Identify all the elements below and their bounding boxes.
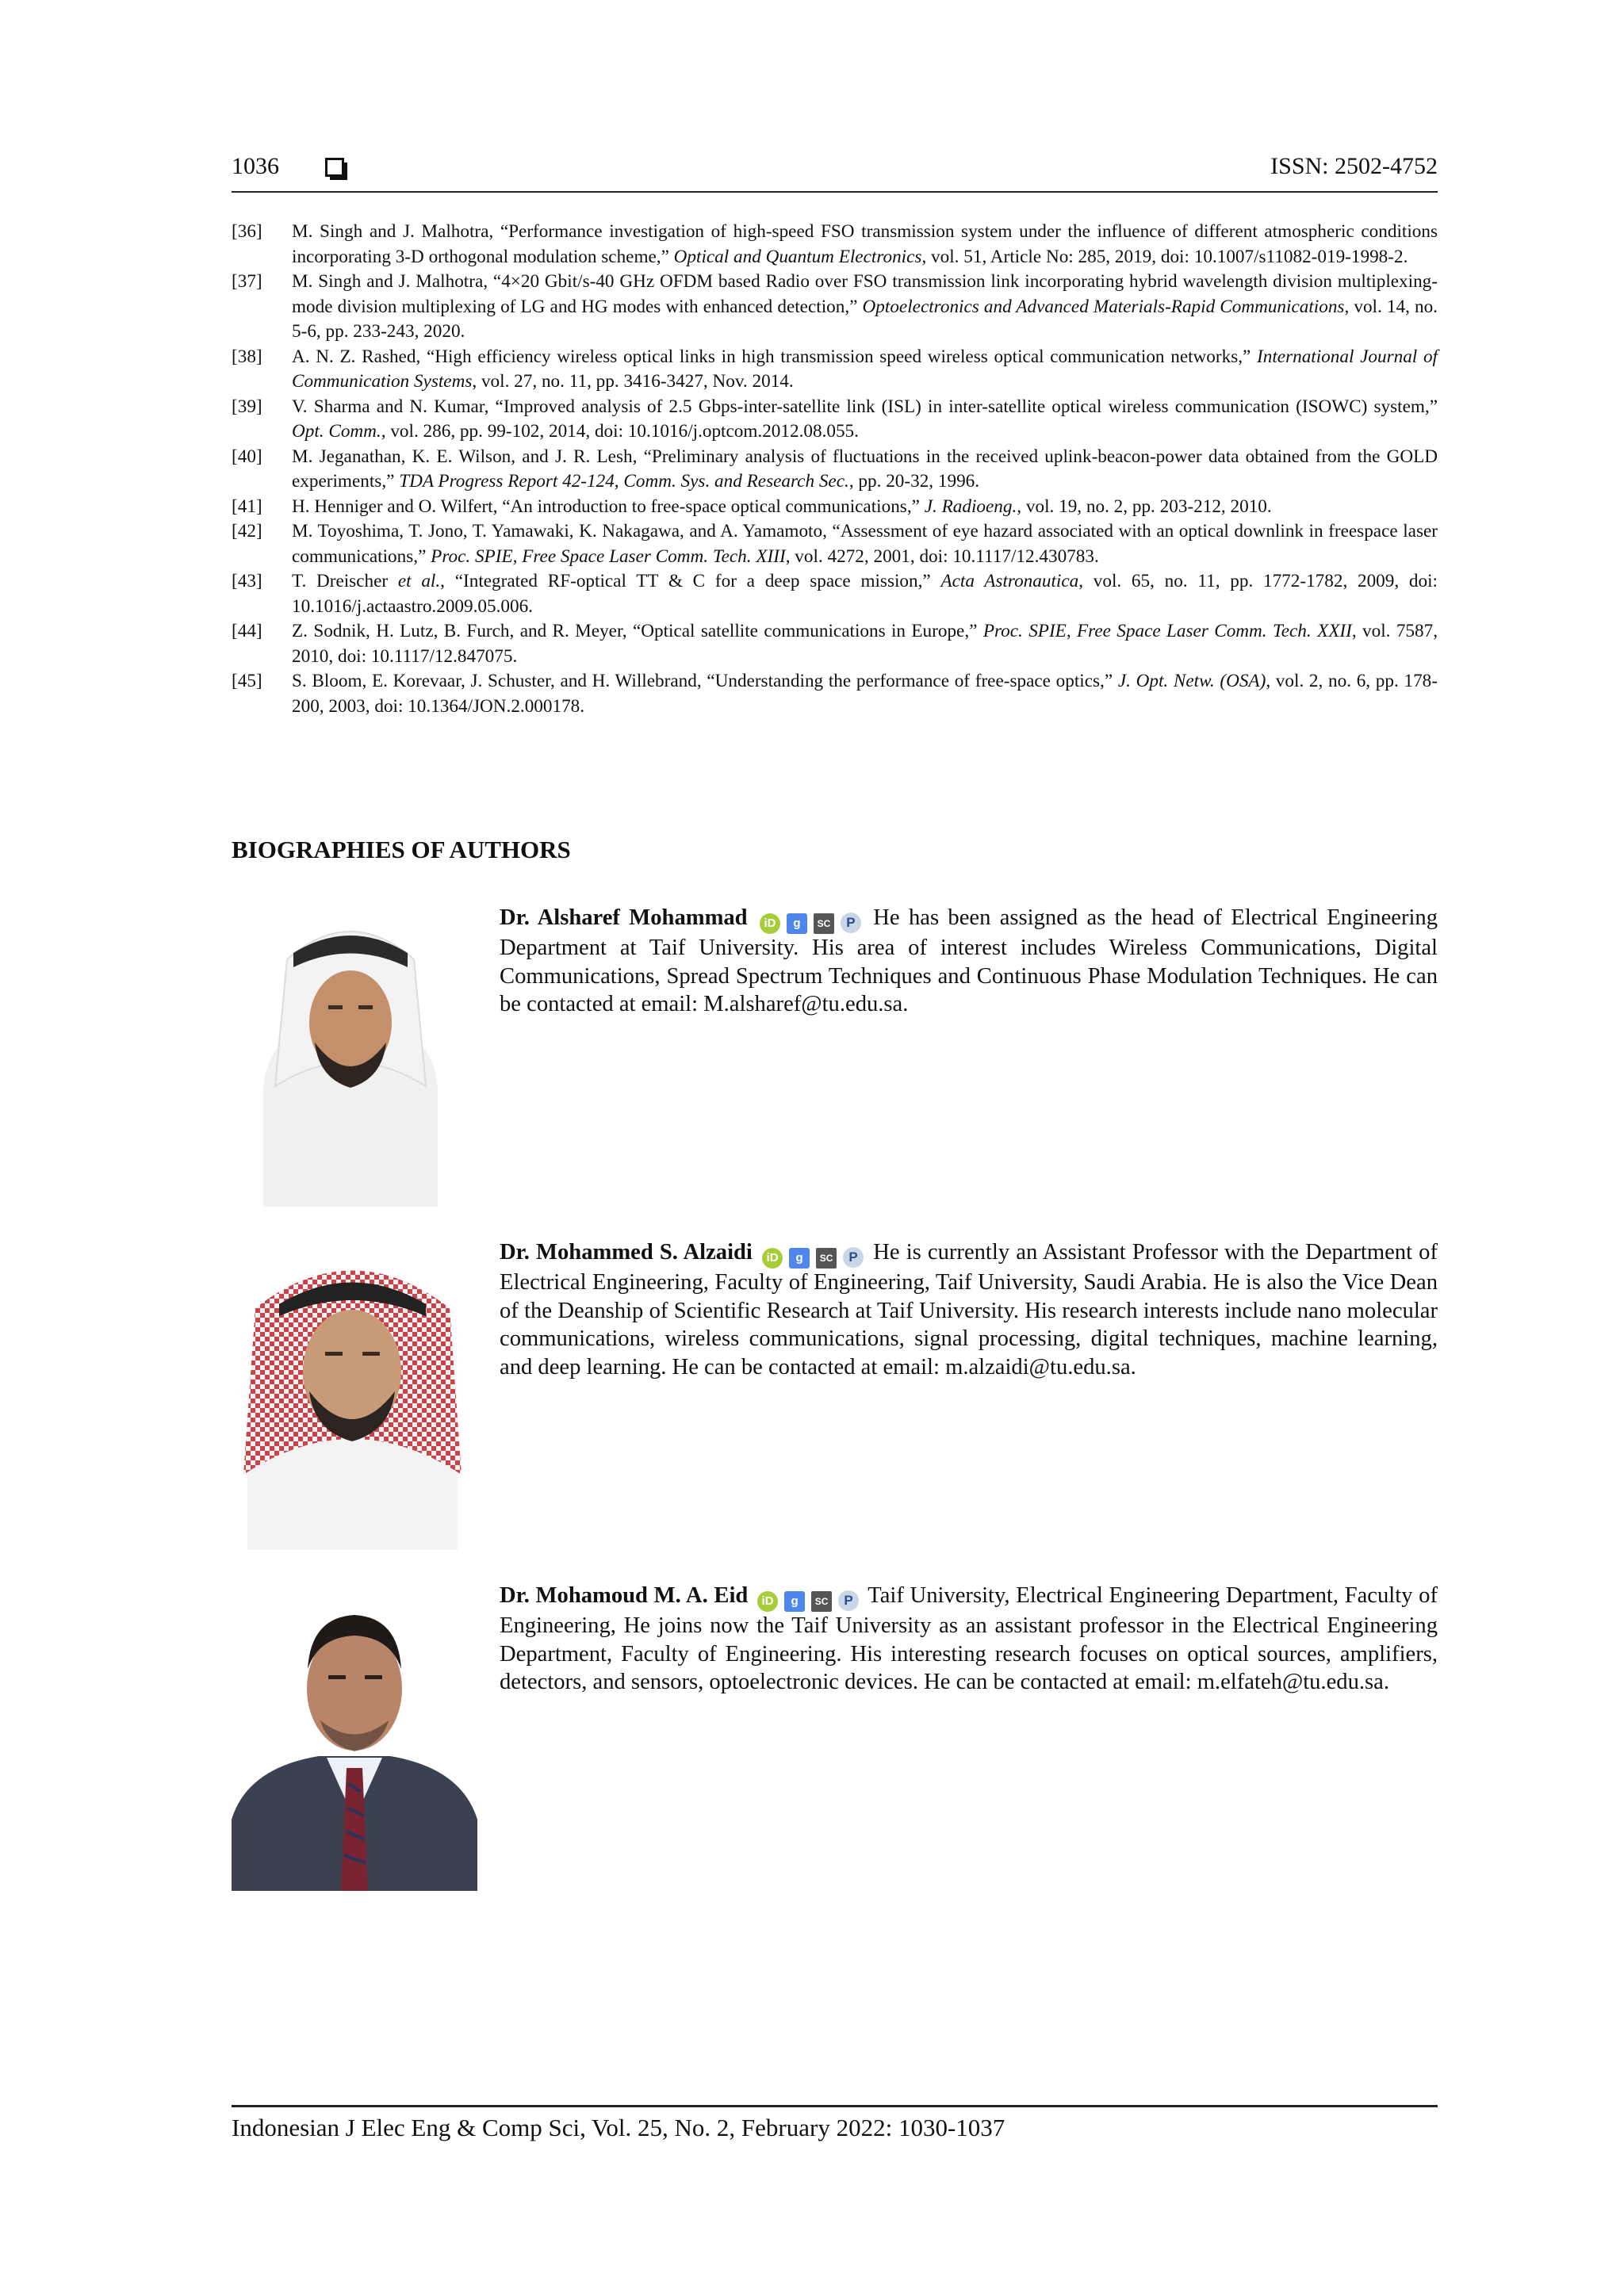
issn: ISSN: 2502-4752 [1270,153,1438,179]
page-number: 1036 [232,153,279,179]
author-description: He has been assigned as the head of Electrical Engineering Department at Taif University. His area of interest includes Wireless Communications, Digital Communications, Spread Spectrum Techniques and Continuous Phase Modulation Techniques. He can be contacted at email: M.alsharef@tu.edu.sa. [500,905,1438,1017]
author-name: Dr. Mohammed S. Alzaidi [500,1240,753,1265]
reference-item: [40] M. Jeganathan, K. E. Wilson, and J. R. Lesh, “Preliminary analysis of fluctuations in the received uplink-beacon-power data obtained from the GOLD experiments,” TDA Progress Report 42-124, Comm. Sys. and Research Sec., pp. 20-32, 1996. [232,446,1438,492]
author-bio-3 [232,1582,1438,1899]
publons-icon[interactable]: P [838,1590,859,1611]
reference-item: [36] M. Singh and J. Malhotra, “Performance investigation of high-speed FSO transmission system under the influence of different atmospheric conditions incorporating 3-D orthogonal modulation scheme,” Optical and Quantum Electronics, vol. 51, Article No: 285, 2019, doi: 10.1007/s11082-019-1998-2. [232,221,1438,267]
author-name: Dr. Alsharef Mohammad [500,905,748,930]
google-scholar-icon[interactable]: g [784,1591,805,1612]
reference-item: [39] V. Sharma and N. Kumar, “Improved analysis of 2.5 Gbps-inter-satellite link (ISL) in inter-satellite optical wireless communication (ISOWC) system,” Opt. Comm., vol. 286, pp. 99-102, 2014, doi: 10.1016/j.optcom.2012.08.055. [232,396,1438,442]
author-bio-text [500,1582,1438,1697]
author-description: Taif University, Electrical Engineering Department, Faculty of Engineering, He joins now the Taif University as an assistant professor in the Electrical Engineering Department, Faculty of Engineering. His interesting research focuses on optical sources, amplifiers, detectors, and sensors, optoelectronic devices. He can be contacted at email: m.elfateh@tu.edu.sa. [500,1583,1438,1695]
reference-number: [43] [232,571,262,591]
scopus-icon[interactable]: SC [816,1248,837,1269]
reference-item: [44] Z. Sodnik, H. Lutz, B. Furch, and R. Meyer, “Optical satellite communications in Europe,” Proc. SPIE, Free Space Laser Comm. Tech. XXII, vol. 7587, 2010, doi: 10.1117/12.847075. [232,621,1438,667]
reference-number: [38] [232,346,262,367]
scopus-icon[interactable]: SC [814,913,834,934]
publons-icon[interactable]: P [841,913,861,933]
reference-number: [36] [232,221,262,242]
journal-citation: Indonesian J Elec Eng & Comp Sci, Vol. 25, No. 2, February 2022: 1030-1037 [232,2114,1005,2141]
author-bio-1 [232,904,1438,1237]
reference-list [232,220,1438,719]
orcid-icon[interactable]: iD [760,913,780,934]
publons-icon[interactable]: P [843,1247,864,1268]
reference-number: [40] [232,446,262,467]
google-scholar-icon[interactable]: g [789,1248,810,1269]
author-bio-2 [232,1237,1438,1570]
scopus-icon[interactable]: SC [811,1591,832,1612]
reference-item: [45] S. Bloom, E. Korevaar, J. Schuster, and H. Willebrand, “Understanding the performance of free-space optics,” J. Opt. Netw. (OSA), vol. 2, no. 6, pp. 178-200, 2003, doi: 10.1364/JON.2.000178. [232,671,1438,717]
reference-item: [41] H. Henniger and O. Wilfert, “An introduction to free-space optical communications,” J. Radioeng., vol. 19, no. 2, pp. 203-212, 2010. [232,495,1438,520]
reference-number: [41] [232,496,262,517]
reference-item: [37] M. Singh and J. Malhotra, “4×20 Gbit/s-40 GHz OFDM based Radio over FSO transmission link incorporating hybrid wavelength division multiplexing-mode division multiplexing of LG and HG modes with enhanced detection,” Optoelectronics and Advanced Materials-Rapid Communications, vol. 14, no. 5-6, pp. 233-243, 2020. [232,271,1438,342]
reference-item: [42] M. Toyoshima, T. Jono, T. Yamawaki, K. Nakagawa, and A. Yamamoto, “Assessment of eye hazard associated with an optical downlink in freespace laser communications,” Proc. SPIE, Free Space Laser Comm. Tech. XIII, vol. 4272, 2001, doi: 10.1117/12.430783. [232,521,1438,567]
reference-number: [42] [232,521,262,541]
author-bio-text [500,904,1438,1019]
author-photo [232,904,469,1207]
author-photo [232,1582,477,1891]
author-photo [232,1237,473,1550]
reference-number: [45] [232,671,262,691]
reference-number: [39] [232,396,262,417]
reference-item: [43] T. Dreischer et al., “Integrated RF-optical TT & C for a deep space mission,” Acta Astronautica, vol. 65, no. 11, pp. 1772-1782, 2009, doi: 10.1016/j.actaastro.2009.05.006. [232,571,1438,617]
reference-number: [37] [232,271,262,292]
page-header [232,153,1438,193]
author-description: He is currently an Assistant Professor with the Department of Electrical Engineering, Faculty of Engineering, Taif University, Saudi Arabia. He is also the Vice Dean of the Deanship of Scientific Research at Taif University. His research interests include nano molecular communications, wireless communications, signal processing, digital techniques, machine learning, and deep learning. He can be contacted at email: m.alzaidi@tu.edu.sa. [500,1240,1438,1380]
orcid-icon[interactable]: iD [757,1591,778,1612]
biographies-heading: BIOGRAPHIES OF AUTHORS [232,836,571,863]
author-bio-text [500,1238,1438,1382]
orcid-icon[interactable]: iD [762,1248,783,1269]
square-separator-icon [325,158,344,177]
google-scholar-icon[interactable]: g [787,913,807,934]
page-footer [232,2105,1438,2142]
reference-number: [44] [232,621,262,641]
author-name: Dr. Mohamoud M. A. Eid [500,1583,749,1608]
reference-item: [38] A. N. Z. Rashed, “High efficiency wireless optical links in high transmission speed wireless optical communication networks,” International Journal of Communication Systems, vol. 27, no. 11, pp. 3416-3427, Nov. 2014. [232,346,1438,392]
